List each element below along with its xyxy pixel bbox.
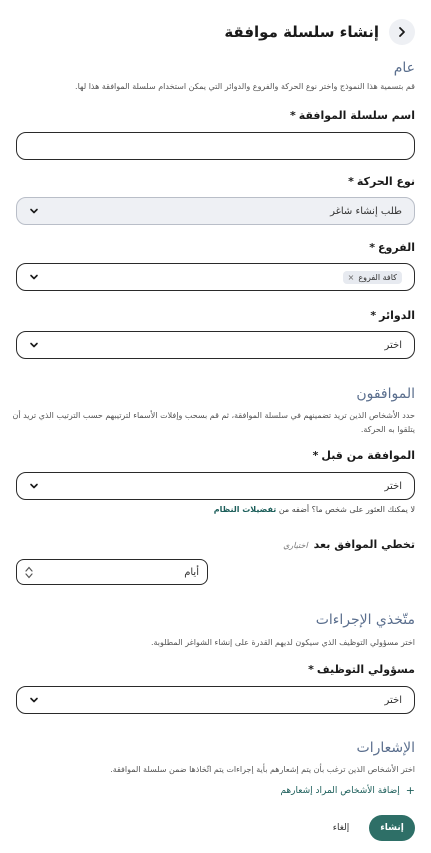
notifications-section-title: الإشعارات (356, 740, 415, 756)
departments-select[interactable] (16, 331, 415, 359)
required-marker: * (308, 663, 314, 676)
chevron-up-icon[interactable] (25, 566, 33, 572)
plus-icon: + (405, 784, 415, 797)
general-section-description: قم بتسمية هذا النموذج واختر نوع الحركة والفروع والدوائر التي يمكن استخدام سلسلة الموافقة هذا لها. (75, 82, 415, 91)
back-button[interactable] (389, 19, 415, 45)
chain-name-input[interactable] (16, 132, 415, 160)
remove-chip-icon[interactable]: × (347, 272, 355, 282)
action-takers-section-description: اختر مسؤولي التوظيف الذي سيكون لديهم القدرة على إنشاء الشواغر المطلوبة. (150, 638, 415, 647)
skip-approver-label: تخطي الموافق بعداختياري (283, 538, 415, 551)
optional-hint: اختياري (283, 541, 308, 550)
chevron-left-icon (396, 26, 408, 38)
branch-chip-label: كافة الفروع (358, 272, 397, 282)
add-notified-people-link[interactable] (280, 784, 415, 797)
create-button[interactable]: إنشاء (369, 815, 415, 841)
general-section-title: عام (393, 60, 415, 76)
recruiters-value: اختر (384, 694, 402, 706)
stepper-arrows[interactable] (25, 566, 33, 579)
skip-days-stepper[interactable] (16, 559, 208, 585)
recruiters-label: مسؤولي التوظيف* (308, 663, 415, 676)
required-marker: * (369, 241, 375, 254)
cancel-button[interactable]: إلغاء (332, 823, 350, 833)
action-takers-section-title: متّخذي الإجراءات (315, 612, 415, 628)
required-marker: * (370, 309, 377, 322)
notifications-section-description: اختر الأشخاص الذين ترغب بأن يتم إشعارهم بأية إجراءات يتم اتّخاذها ضمن سلسلة الموافقة. (110, 765, 415, 774)
chevron-down-icon (29, 340, 39, 350)
chevron-down-icon[interactable] (25, 573, 33, 579)
chevron-down-icon (29, 481, 39, 491)
movement-type-select[interactable] (16, 197, 415, 225)
approved-by-select[interactable] (16, 472, 415, 500)
branch-chip (343, 271, 402, 284)
chevron-down-icon (29, 206, 39, 216)
approver-help-note: لا يمكنك العثور على شخص ما؟ أضفه من تفضيلات النظام (213, 505, 415, 514)
approvers-section-title: الموافقون (356, 386, 415, 402)
approved-by-label: الموافقة من قبل* (312, 449, 415, 462)
page-header (16, 18, 415, 46)
movement-type-value: طلب إنشاء شاغر (330, 205, 402, 217)
required-marker: * (348, 175, 354, 188)
add-notified-people-label: إضافة الأشخاص المراد إشعارهم (280, 785, 400, 796)
departments-value: اختر (384, 339, 402, 351)
required-marker: * (289, 109, 296, 122)
system-preferences-link[interactable]: تفضيلات النظام (213, 505, 277, 514)
skip-days-unit: أيام (184, 566, 199, 578)
chevron-down-icon (29, 272, 39, 282)
branches-select[interactable] (16, 263, 415, 291)
required-marker: * (312, 449, 319, 462)
departments-label: الدوائر* (370, 309, 415, 322)
page-title: إنشاء سلسلة موافقة (224, 23, 379, 41)
branches-label: الفروع* (369, 241, 415, 254)
movement-type-label: نوع الحركة* (348, 175, 415, 188)
name-label: اسم سلسلة الموافقة* (289, 109, 415, 122)
recruiters-select[interactable] (16, 686, 415, 714)
approved-by-value: اختر (384, 480, 402, 492)
chevron-down-icon (29, 695, 39, 705)
approvers-section-description: حدد الأشخاص الذين تريد تضمينهم في سلسلة الموافقة، ثم قم بسحب وإفلات الأسماء لترتيبهم حسب الترتيب الذي تريد أن يتلقوا به الحركة. (12, 411, 415, 434)
